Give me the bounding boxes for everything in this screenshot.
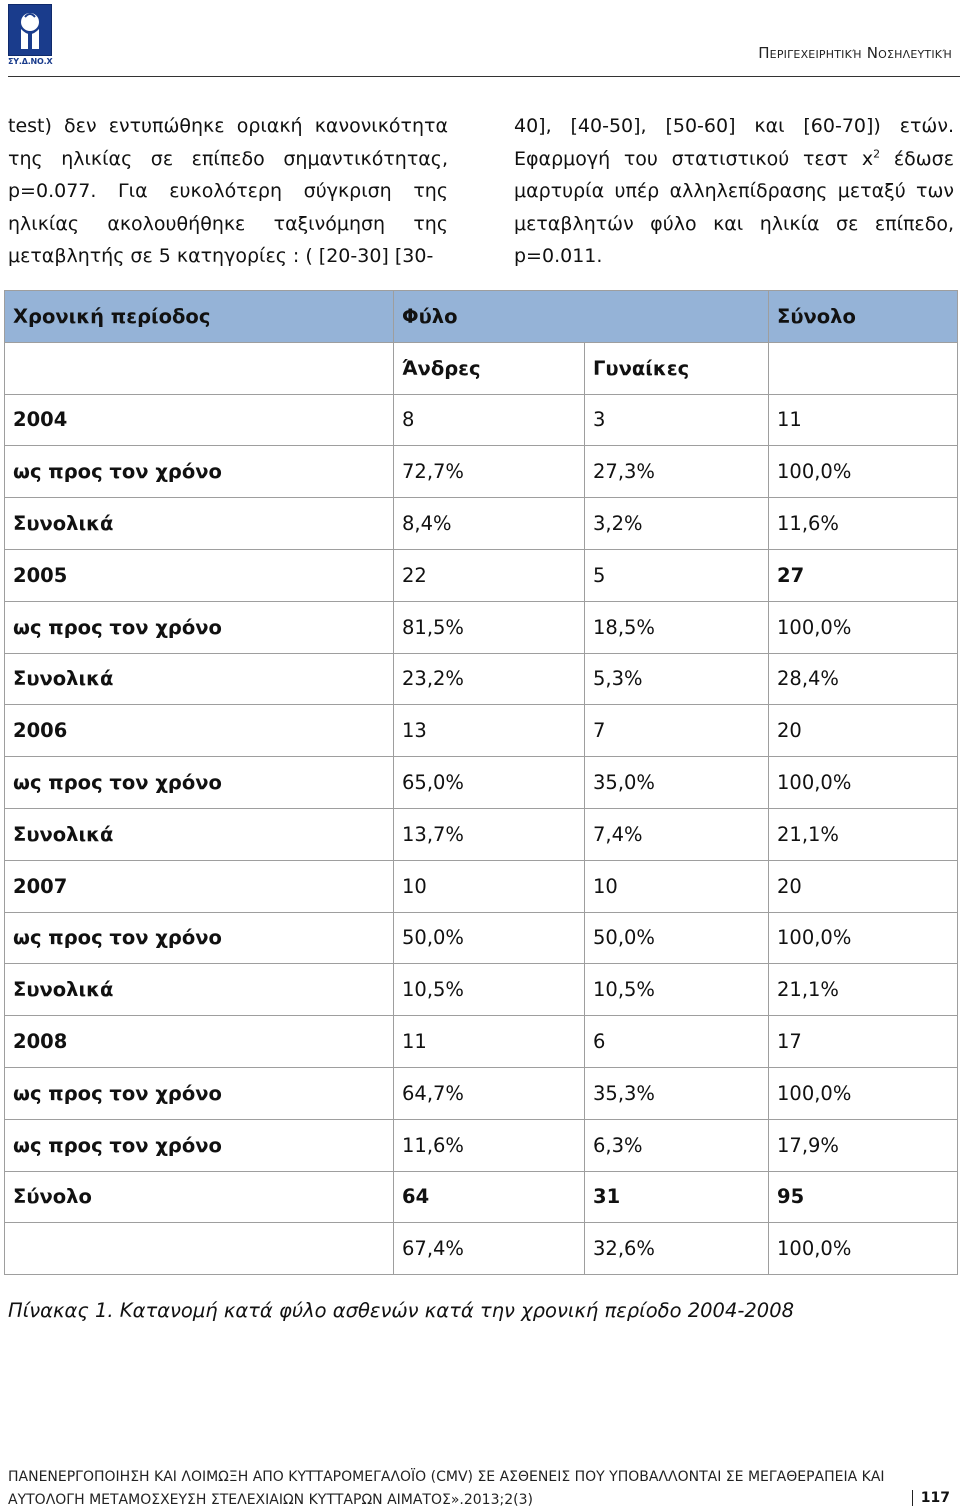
- cell-women: 10,5%: [585, 964, 769, 1016]
- header-divider: [8, 76, 960, 77]
- body-text-right-end: έδωσε μαρτυρία υπέρ αλληλεπίδρασης μεταξύ των μεταβλητών φύλο και ηλικία σε επίπεδο, p=0.011.: [514, 147, 954, 268]
- cell-total: 95: [769, 1171, 958, 1223]
- row-label: Συνολικά: [5, 653, 394, 705]
- row-label: ως προς τον χρόνο: [5, 601, 394, 653]
- table-row: [5, 653, 958, 705]
- logo-text: ΣΥ.Δ.ΝΟ.Χ: [8, 57, 53, 66]
- body-text-left: test) δεν εντυπώθηκε οριακή κανονικότητα της ηλικίας σε επίπεδο σημαντικότητας, p=0.077. Για ευκολότερη σύγκριση της ηλικίας ακολουθήθηκε ταξινόμηση της μεταβλητής σε 5 κατηγορίες : ( [20-30] [30-: [8, 115, 448, 268]
- cell-women: 5,3%: [585, 653, 769, 705]
- cell-total: 11,6%: [769, 498, 958, 550]
- table-caption: Πίνακας 1. Κατανομή κατά φύλο ασθενών κατά την χρονική περίοδο 2004-2008: [8, 1299, 795, 1322]
- cell-women: 7,4%: [585, 808, 769, 860]
- cell-total: 17,9%: [769, 1119, 958, 1171]
- table-row: [5, 601, 958, 653]
- logo-emblem-icon: [8, 4, 52, 56]
- cell-men: 11,6%: [394, 1119, 585, 1171]
- table-row: [5, 1067, 958, 1119]
- subheader-women: Γυναίκες: [585, 342, 769, 394]
- cell-men: 22: [394, 549, 585, 601]
- row-label: 2004: [5, 394, 394, 446]
- cell-total: 20: [769, 860, 958, 912]
- cell-total: 11: [769, 394, 958, 446]
- cell-men: 50,0%: [394, 912, 585, 964]
- table-row: [5, 860, 958, 912]
- subheader-empty: [5, 342, 394, 394]
- cell-total: 100,0%: [769, 1067, 958, 1119]
- table-row: [5, 964, 958, 1016]
- table-subheader-row: [5, 342, 958, 394]
- cell-men: 11: [394, 1016, 585, 1068]
- row-label: 2007: [5, 860, 394, 912]
- cell-women: 6: [585, 1016, 769, 1068]
- cell-total: 100,0%: [769, 912, 958, 964]
- table-row: [5, 446, 958, 498]
- row-label: 2006: [5, 705, 394, 757]
- row-label: ως προς τον χρόνο: [5, 1119, 394, 1171]
- cell-men: 81,5%: [394, 601, 585, 653]
- table-row: [5, 705, 958, 757]
- table-row: [5, 394, 958, 446]
- cell-total: 100,0%: [769, 601, 958, 653]
- subheader-empty-total: [769, 342, 958, 394]
- cell-total: 27: [769, 549, 958, 601]
- cell-women: 5: [585, 549, 769, 601]
- cell-men: 8: [394, 394, 585, 446]
- cell-men: 10: [394, 860, 585, 912]
- page-number: 117: [912, 1490, 950, 1506]
- cell-total: 21,1%: [769, 964, 958, 1016]
- body-text-right-start: 40], [40-50], [50-60] και [60-70]) ετών. Εφαρμογή του στατιστικού τεστ x: [514, 115, 954, 170]
- cell-women: 10: [585, 860, 769, 912]
- cell-total: 100,0%: [769, 446, 958, 498]
- header-sex: Φύλο: [394, 291, 769, 343]
- row-label: Σύνολο: [5, 1171, 394, 1223]
- table-row: [5, 1119, 958, 1171]
- cell-men: 8,4%: [394, 498, 585, 550]
- table-row: [5, 1171, 958, 1223]
- table-row: [5, 1016, 958, 1068]
- cell-women: 7: [585, 705, 769, 757]
- journal-logo: [8, 4, 52, 64]
- cell-women: 50,0%: [585, 912, 769, 964]
- table-row: [5, 757, 958, 809]
- table-row: [5, 912, 958, 964]
- cell-men: 67,4%: [394, 1223, 585, 1275]
- footer-title-line-1: ΠΑΝΕΝΕΡΓΟΠΟΙΗΣΗ ΚΑΙ ΛΟΙΜΩΞΗ ΑΠΟ ΚΥΤΤΑΡΟΜΕΓΑΛΟΪΟ (CMV) ΣΕ ΑΣΘΕΝΕΙΣ ΠΟΥ ΥΠΟΒΑΛΛΟΝΤΑΙ ΣΕ ΜΕΓΑΘΕΡΑΠΕΙΑ ΚΑΙ: [8, 1469, 885, 1485]
- table-row: [5, 549, 958, 601]
- cell-men: 10,5%: [394, 964, 585, 1016]
- cell-men: 72,7%: [394, 446, 585, 498]
- sex-distribution-table: [4, 290, 958, 1275]
- cell-women: 31: [585, 1171, 769, 1223]
- cell-women: 6,3%: [585, 1119, 769, 1171]
- cell-men: 23,2%: [394, 653, 585, 705]
- body-text-right-column: [514, 110, 954, 273]
- cell-total: 20: [769, 705, 958, 757]
- running-head: Περιγεχειρητική Νοσηλευτική: [758, 44, 952, 62]
- table-row: [5, 498, 958, 550]
- cell-women: 27,3%: [585, 446, 769, 498]
- row-label: 2008: [5, 1016, 394, 1068]
- cell-women: 18,5%: [585, 601, 769, 653]
- cell-men: 64: [394, 1171, 585, 1223]
- cell-total: 100,0%: [769, 757, 958, 809]
- row-label: ως προς τον χρόνο: [5, 446, 394, 498]
- row-label: Συνολικά: [5, 808, 394, 860]
- table-header-row: [5, 291, 958, 343]
- header-total: Σύνολο: [769, 291, 958, 343]
- row-label: Συνολικά: [5, 498, 394, 550]
- table-row: [5, 1223, 958, 1275]
- page-footer: [8, 1466, 908, 1512]
- cell-women: 3: [585, 394, 769, 446]
- cell-total: 17: [769, 1016, 958, 1068]
- cell-men: 65,0%: [394, 757, 585, 809]
- cell-women: 3,2%: [585, 498, 769, 550]
- caduceus-icon: [9, 5, 51, 55]
- cell-men: 13,7%: [394, 808, 585, 860]
- row-label: ως προς τον χρόνο: [5, 757, 394, 809]
- table-row: [5, 808, 958, 860]
- cell-women: 35,0%: [585, 757, 769, 809]
- cell-total: 28,4%: [769, 653, 958, 705]
- cell-women: 35,3%: [585, 1067, 769, 1119]
- superscript-exponent: 2: [873, 147, 881, 161]
- row-label: ως προς τον χρόνο: [5, 1067, 394, 1119]
- subheader-men: Άνδρες: [394, 342, 585, 394]
- cell-men: 64,7%: [394, 1067, 585, 1119]
- cell-women: 32,6%: [585, 1223, 769, 1275]
- cell-men: 13: [394, 705, 585, 757]
- row-label: Συνολικά: [5, 964, 394, 1016]
- footer-title-line-2: ΑΥΤΟΛΟΓΗ ΜΕΤΑΜΟΣΧΕΥΣΗ ΣΤΕΛΕΧΙΑΙΩΝ ΚΥΤΤΑΡΩΝ ΑΙΜΑΤΟΣ».2013;2(3): [8, 1492, 533, 1508]
- cell-total: 21,1%: [769, 808, 958, 860]
- row-label: [5, 1223, 394, 1275]
- body-text-left-column: [8, 110, 448, 273]
- row-label: 2005: [5, 549, 394, 601]
- row-label: ως προς τον χρόνο: [5, 912, 394, 964]
- header-period: Χρονική περίοδος: [5, 291, 394, 343]
- cell-total: 100,0%: [769, 1223, 958, 1275]
